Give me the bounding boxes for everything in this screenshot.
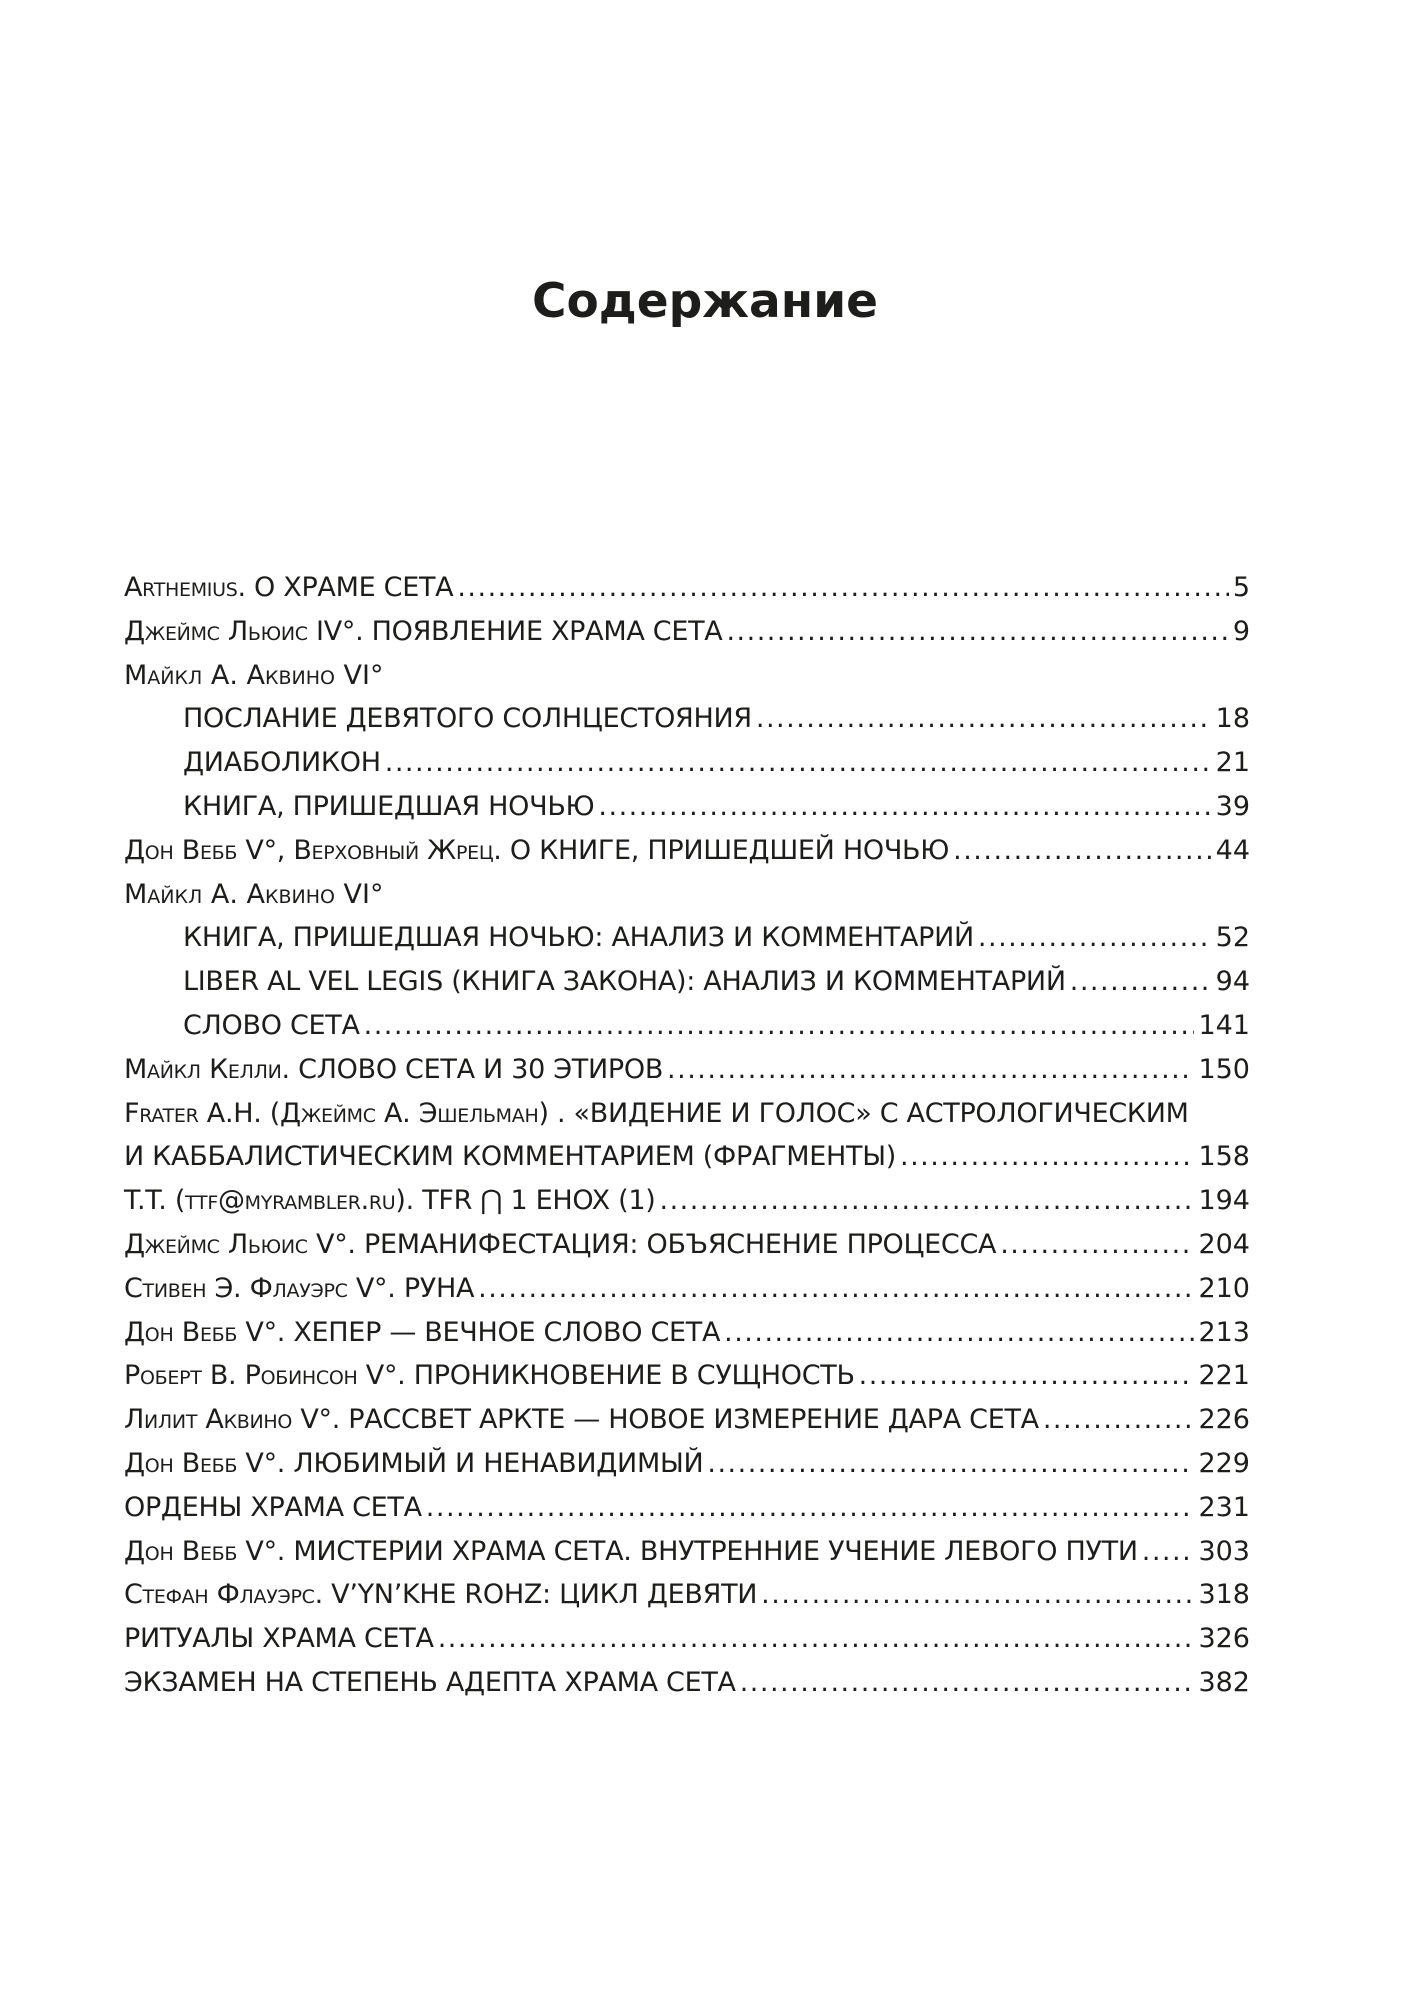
toc-entry-text [124,1048,663,1092]
toc-entry-page: 210 [1198,1272,1250,1304]
toc-entry [124,1398,1250,1442]
dot-leader [1000,1223,1194,1267]
toc-entry-page: 213 [1198,1316,1250,1348]
toc-entry-title: КНИГА, ПРИШЕДШАЯ НОЧЬЮ [183,790,595,822]
toc-entry-page: 18 [1215,703,1250,735]
toc-entry [124,1048,1250,1092]
toc-entry-author: T.T. (ttf@myrambler.ru) [124,1185,406,1217]
toc-entry [124,1267,1250,1311]
toc-entry-title: . МИСТЕРИИ ХРАМА СЕТА. ВНУТРЕННИЕ УЧЕНИЕ ЛЕВОГО ПУТИ [276,1535,1138,1567]
toc-entry-title: . О ХРАМЕ СЕТА [237,572,454,603]
dot-leader [707,1442,1194,1486]
dot-leader [659,1179,1194,1223]
toc-entry-title: КНИГА, ПРИШЕДШАЯ НОЧЬЮ: АНАЛИЗ И КОММЕНТАРИЙ [183,922,974,954]
dot-leader [667,1048,1194,1092]
dot-leader [724,1311,1194,1355]
toc-subentry [124,785,1250,829]
toc-entry-title: ЭКЗАМЕН НА СТЕПЕНЬ АДЕПТА ХРАМА СЕТА [124,1666,736,1698]
toc-entry-title: . TFR ⋂ 1 EHOX (1) [405,1185,656,1217]
toc-entry-title: . ПОЯВЛЕНИЕ ХРАМА СЕТА [355,615,723,647]
toc-entry-text [124,610,722,654]
toc-entry-title: . V’YN’KHE ROHZ: ЦИКЛ ДЕВЯТИ [314,1579,758,1611]
toc-entry-text [124,1098,1189,1129]
dot-leader [364,1004,1195,1048]
dot-leader [457,566,1228,610]
toc-subentry [124,697,1250,741]
toc-subentry [124,960,1250,1004]
dot-leader [1142,1530,1195,1574]
toc-entry-title: . ПРОНИКНОВЕНИЕ В СУЩНОСТЬ [397,1360,855,1392]
toc-entry-author: Майкл А. Аквино VI° [124,659,384,691]
toc-entry-page: 194 [1198,1185,1250,1217]
toc-entry [124,1442,1250,1486]
toc-subentry [124,916,1250,960]
toc-entry-author: Дон Вебб V° [124,1447,277,1479]
toc-entry-author: Майкл Келли [124,1053,282,1085]
toc-entry [124,1223,1250,1267]
toc-entry-page: 9 [1232,615,1250,647]
toc-entry-title: . РУНА [387,1272,475,1304]
dot-leader [385,741,1212,785]
toc-entry-text [124,829,949,873]
dot-leader [1070,960,1212,1004]
page-title: Содержание [531,274,879,329]
toc-entry [124,1354,1250,1398]
toc-entry-title: РИТУАЛЫ ХРАМА СЕТА [124,1623,434,1655]
toc-entry-page: 94 [1215,966,1250,998]
toc-entry-page: 303 [1198,1535,1250,1567]
toc-subentry [124,1004,1250,1048]
dot-leader [726,610,1228,654]
dot-leader [953,829,1212,873]
toc-entry-author: Стефан Флауэрс [124,1579,315,1611]
toc-entry-text [124,1442,703,1486]
table-of-contents [124,566,1250,1705]
toc-entry-text [124,1530,1138,1574]
toc-entry-page: 44 [1215,834,1250,866]
toc-entry-page: 326 [1198,1623,1250,1655]
toc-entry-page: 141 [1198,1009,1250,1041]
toc-entry-title: LIBER AL VEL LEGIS (КНИГА ЗАКОНА): АНАЛИЗ И КОММЕНТАРИЙ [183,966,1066,998]
dot-leader [1043,1398,1195,1442]
toc-entry-text [124,1267,474,1311]
toc-entry [124,566,1250,610]
toc-entry-text [124,1179,655,1223]
dot-leader [859,1354,1195,1398]
toc-entry-author: Лилит Аквино V° [124,1404,332,1436]
dot-leader [438,1617,1195,1661]
dot-leader [761,1573,1194,1617]
toc-entry-title: . «ВИДЕНИЕ И ГОЛОС» С АСТРОЛОГИЧЕСКИМ [548,1097,1189,1129]
toc-entry-text [124,566,453,610]
toc-entry-page: 221 [1198,1360,1250,1392]
toc-entry-page: 5 [1232,572,1250,603]
toc-entry-text [124,1311,720,1355]
toc-entry [124,1573,1250,1617]
toc-author-heading [124,873,1250,917]
toc-entry [124,1179,1250,1223]
toc-entry-title: И КАББАЛИСТИЧЕСКИМ КОММЕНТАРИЕМ (ФРАГМЕНТЫ) [124,1141,896,1173]
toc-entry-page: 318 [1198,1579,1250,1611]
toc-entry-author: Джеймс Льюис IV° [124,615,356,647]
toc-entry-title: СЛОВО СЕТА [183,1009,360,1041]
toc-entry-author: Дон Вебб V°, Верховный Жрец [124,834,494,866]
toc-entry-text [124,1354,855,1398]
toc-entry-author: Arthemius [124,572,238,603]
dot-leader [900,1135,1194,1179]
toc-entry-page: 39 [1215,790,1250,822]
toc-entry-page: 158 [1198,1141,1250,1173]
toc-entry-author: Стивен Э. Флауэрс V° [124,1272,388,1304]
toc-entry-author: Роберт В. Робинсон V° [124,1360,398,1392]
toc-entry-page: 226 [1198,1404,1250,1436]
toc-entry-page: 52 [1215,922,1250,954]
toc-entry-title: ДИАБОЛИКОН [183,747,381,779]
toc-entry-text [124,1223,996,1267]
toc-entry-author: Дон Вебб V° [124,1535,277,1567]
toc-entry [124,1311,1250,1355]
toc-entry-page: 231 [1198,1491,1250,1523]
toc-entry-title: . ХЕПЕР — ВЕЧНОЕ СЛОВО СЕТА [276,1316,721,1348]
toc-entry-title: . О КНИГЕ, ПРИШЕДШЕЙ НОЧЬЮ [493,834,950,866]
toc-entry-title: . СЛОВО СЕТА И 30 ЭТИРОВ [281,1053,664,1085]
toc-entry [124,1092,1250,1136]
toc-entry-page: 382 [1198,1666,1250,1698]
toc-entry-page: 229 [1198,1447,1250,1479]
dot-leader [598,785,1211,829]
dot-leader [740,1661,1195,1705]
toc-entry-title: ОРДЕНЫ ХРАМА СЕТА [124,1491,422,1523]
dot-leader [426,1486,1195,1530]
toc-entry-title: . РЕМАНИФЕСТАЦИЯ: ОБЪЯСНЕНИЕ ПРОЦЕССА [347,1228,997,1260]
toc-entry [124,1661,1250,1705]
toc-entry-author: Дон Вебб V° [124,1316,277,1348]
toc-entry-author: Майкл А. Аквино VI° [124,878,384,910]
dot-leader [478,1267,1194,1311]
toc-entry-page: 204 [1198,1228,1250,1260]
toc-entry [124,829,1250,873]
toc-entry [124,1530,1250,1574]
toc-entry-author: Джеймс Льюис V° [124,1228,348,1260]
toc-entry-author: Frater А.Н. (Джеймс А. Эшельман) [124,1097,549,1129]
toc-entry-title: . ЛЮБИМЫЙ И НЕНАВИДИМЫЙ [276,1447,704,1479]
toc-entry-page: 21 [1215,747,1250,779]
toc-entry-text [124,1573,757,1617]
toc-entry-page: 150 [1198,1053,1250,1085]
toc-entry [124,1617,1250,1661]
toc-entry-title: . РАССВЕТ АРКТЕ — НОВОЕ ИЗМЕРЕНИЕ ДАРА СЕТА [331,1404,1039,1436]
toc-entry [124,1486,1250,1530]
toc-entry-title: ПОСЛАНИЕ ДЕВЯТОГО СОЛНЦЕСТОЯНИЯ [183,703,752,735]
toc-entry-text [124,1398,1039,1442]
toc-subentry [124,741,1250,785]
toc-author-heading [124,654,1250,698]
toc-entry [124,610,1250,654]
dot-leader [756,697,1212,741]
dot-leader [978,916,1212,960]
toc-entry-continuation [124,1135,1250,1179]
